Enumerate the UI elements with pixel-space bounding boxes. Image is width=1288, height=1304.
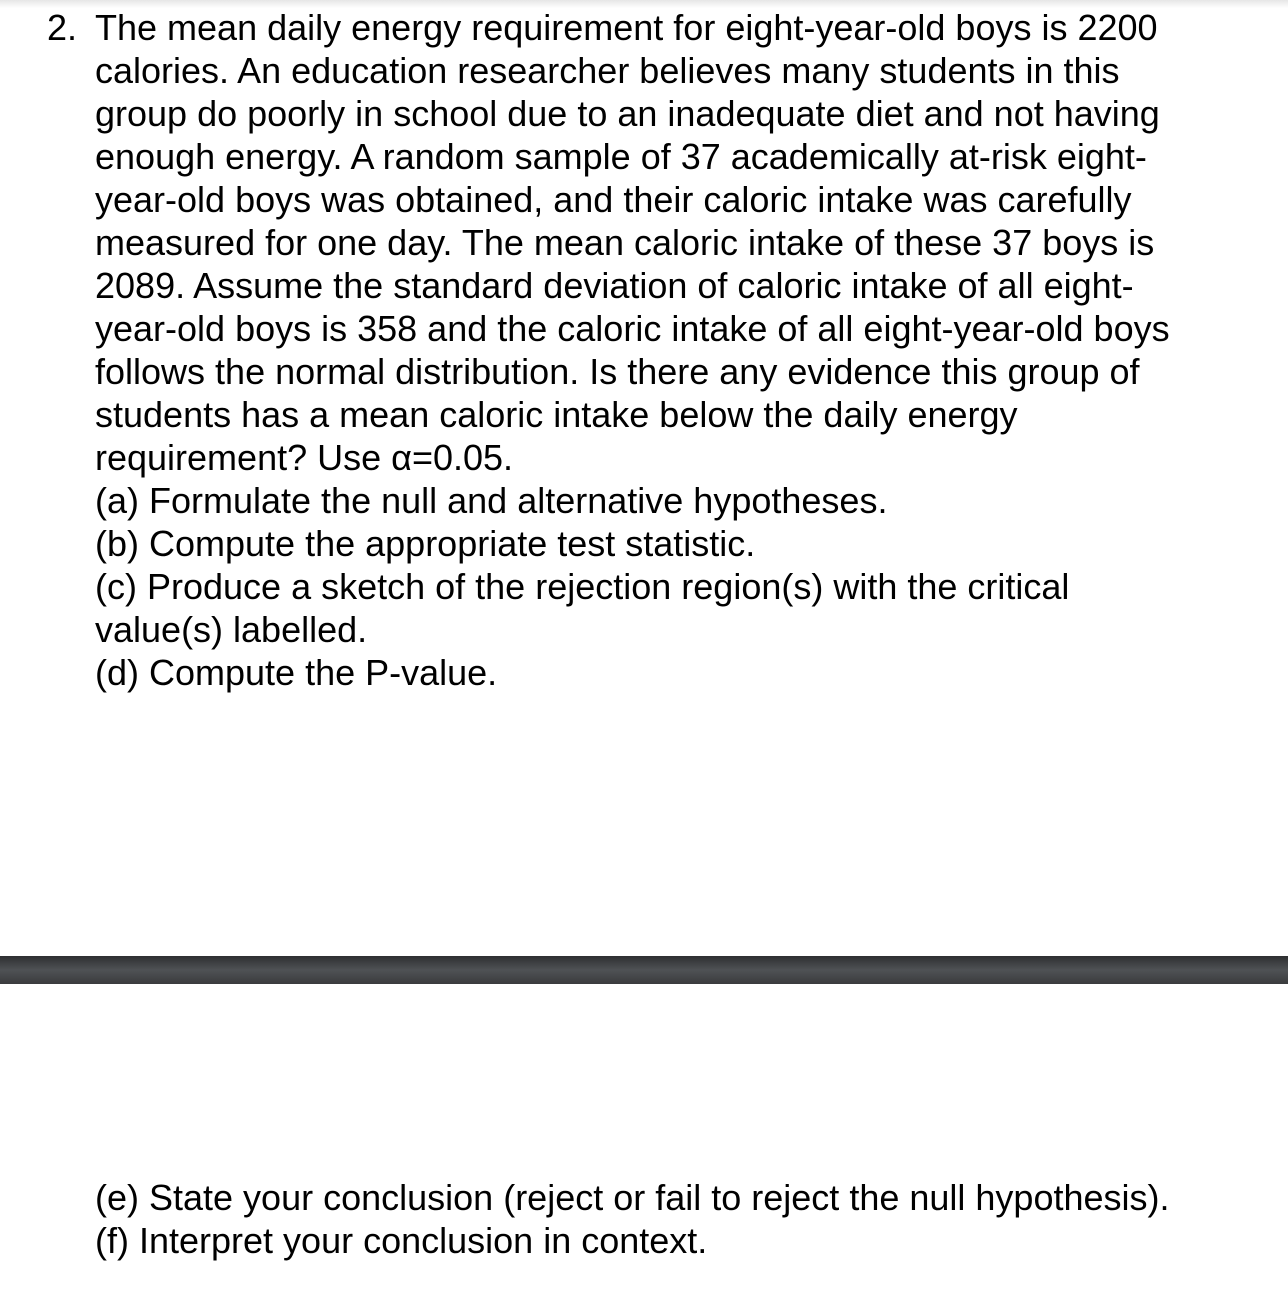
part-a: (a) Formulate the null and alternative hypotheses.: [95, 480, 888, 521]
part-b: (b) Compute the appropriate test statistic.: [95, 523, 756, 564]
part-c: (c) Produce a sketch of the rejection region(s) with the critical: [95, 566, 1070, 607]
part-e: (e) State your conclusion (reject or fail to reject the null hypothesis).: [95, 1177, 1170, 1218]
part-f: (f) Interpret your conclusion in context.: [95, 1220, 708, 1261]
question-line: enough energy. A random sample of 37 academically at-risk eight-: [95, 136, 1147, 177]
question-continued: [95, 1176, 1275, 1262]
question-text-continued: [95, 1176, 1275, 1262]
question-line: calories. An education researcher believes many students in this: [95, 50, 1120, 91]
question-line: year-old boys was obtained, and their caloric intake was carefully: [95, 179, 1132, 220]
question-line: group do poorly in school due to an inadequate diet and not having: [95, 93, 1160, 134]
question-line: 2089. Assume the standard deviation of caloric intake of all eight-: [95, 265, 1134, 306]
question-line: The mean daily energy requirement for eight-year-old boys is 2200: [95, 7, 1158, 48]
page-separator: [0, 956, 1288, 984]
question-line: follows the normal distribution. Is there any evidence this group of: [95, 351, 1140, 392]
question-line: year-old boys is 358 and the caloric intake of all eight-year-old boys: [95, 308, 1170, 349]
question-text: [95, 6, 1275, 694]
part-d: (d) Compute the P-value.: [95, 652, 498, 693]
question-number: 2.: [47, 7, 78, 48]
question: [47, 6, 1275, 694]
question-line: measured for one day. The mean caloric intake of these 37 boys is: [95, 222, 1155, 263]
part-c-continued: value(s) labelled.: [95, 609, 368, 650]
question-line: students has a mean caloric intake below the daily energy: [95, 394, 1018, 435]
question-line: requirement? Use α=0.05.: [95, 437, 514, 478]
